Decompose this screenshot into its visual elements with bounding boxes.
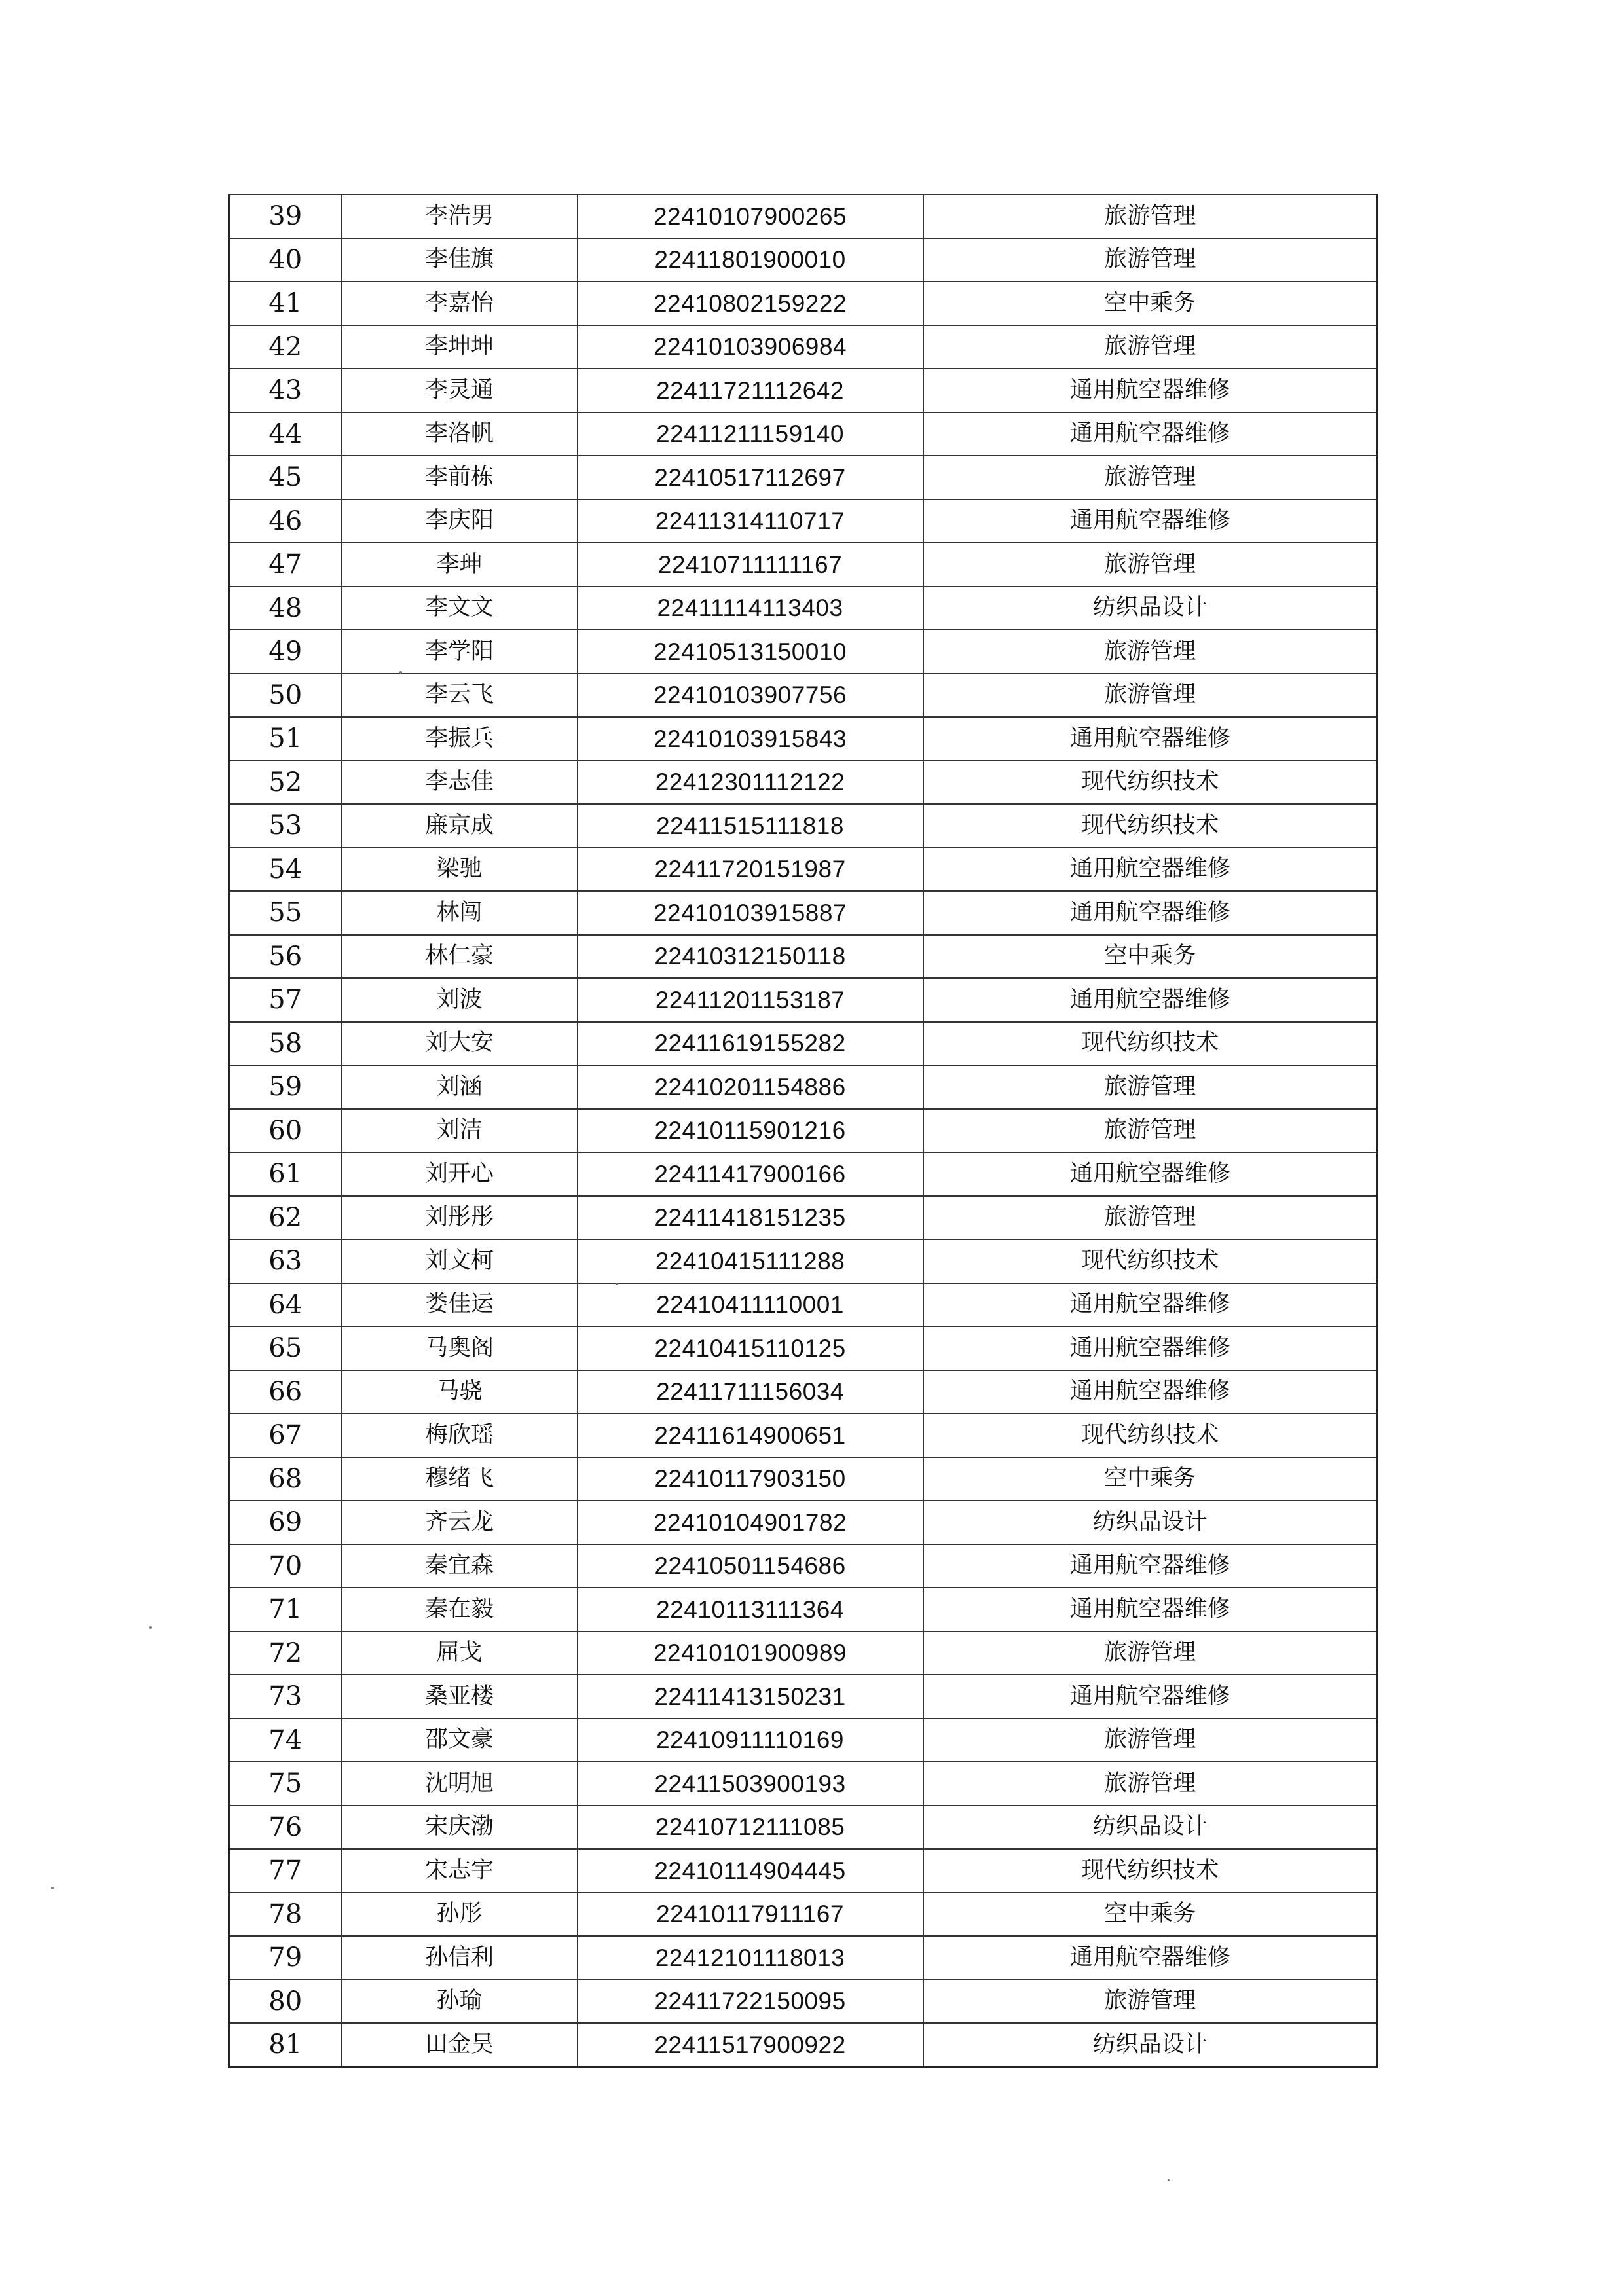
candidate-id-cell: 22411614900651 [578, 1413, 923, 1457]
table-row [229, 1239, 1378, 1283]
table-row [229, 717, 1378, 761]
student-roster-table [228, 194, 1378, 2068]
candidate-id-cell: 22410115901216 [578, 1109, 923, 1153]
table-row [229, 630, 1378, 674]
table-row [229, 1980, 1378, 2024]
major-cell: 旅游管理 [923, 325, 1378, 369]
row-number-cell: 68 [229, 1457, 342, 1501]
row-number-cell: 56 [229, 935, 342, 979]
candidate-id-cell: 22411517900922 [578, 2023, 923, 2067]
student-name-cell: 宋志宇 [342, 1849, 578, 1893]
student-name-cell: 孙信利 [342, 1936, 578, 1980]
student-name-cell: 秦在毅 [342, 1588, 578, 1631]
student-name-cell: 刘洁 [342, 1109, 578, 1153]
major-cell: 旅游管理 [923, 1196, 1378, 1240]
table-row [229, 1326, 1378, 1370]
major-cell: 现代纺织技术 [923, 1849, 1378, 1893]
candidate-id-cell: 22411201153187 [578, 978, 923, 1022]
student-name-cell: 梅欣瑶 [342, 1413, 578, 1457]
row-number-cell: 48 [229, 587, 342, 630]
row-number-cell: 51 [229, 717, 342, 761]
row-number-cell: 80 [229, 1980, 342, 2024]
major-cell: 通用航空器维修 [923, 1152, 1378, 1196]
candidate-id-cell: 22411314110717 [578, 500, 923, 543]
row-number-cell: 62 [229, 1196, 342, 1240]
candidate-id-cell: 22410517112697 [578, 456, 923, 500]
row-number-cell: 67 [229, 1413, 342, 1457]
row-number-cell: 44 [229, 412, 342, 456]
candidate-id-cell: 22410711111167 [578, 543, 923, 587]
table-row [229, 1631, 1378, 1675]
row-number-cell: 55 [229, 891, 342, 935]
row-number-cell: 52 [229, 761, 342, 805]
candidate-id-cell: 22410411110001 [578, 1283, 923, 1327]
row-number-cell: 53 [229, 804, 342, 848]
major-cell: 旅游管理 [923, 1631, 1378, 1675]
row-number-cell: 61 [229, 1152, 342, 1196]
major-cell: 通用航空器维修 [923, 891, 1378, 935]
student-name-cell: 刘彤彤 [342, 1196, 578, 1240]
student-name-cell: 田金昊 [342, 2023, 578, 2067]
row-number-cell: 59 [229, 1065, 342, 1109]
candidate-id-cell: 22410415110125 [578, 1326, 923, 1370]
table-row [229, 194, 1378, 238]
row-number-cell: 45 [229, 456, 342, 500]
major-cell: 旅游管理 [923, 1762, 1378, 1806]
row-number-cell: 42 [229, 325, 342, 369]
major-cell: 通用航空器维修 [923, 369, 1378, 412]
major-cell: 旅游管理 [923, 1109, 1378, 1153]
row-number-cell: 47 [229, 543, 342, 587]
candidate-id-cell: 22411619155282 [578, 1022, 923, 1066]
candidate-id-cell: 22410501154686 [578, 1544, 923, 1588]
student-name-cell: 刘涵 [342, 1065, 578, 1109]
candidate-id-cell: 22410802159222 [578, 282, 923, 325]
student-name-cell: 齐云龙 [342, 1501, 578, 1544]
major-cell: 通用航空器维修 [923, 412, 1378, 456]
table-row [229, 1806, 1378, 1850]
student-name-cell: 李佳旗 [342, 238, 578, 282]
student-name-cell: 桑亚楼 [342, 1675, 578, 1719]
major-cell: 现代纺织技术 [923, 804, 1378, 848]
student-name-cell: 李庆阳 [342, 500, 578, 543]
candidate-id-cell: 22411711156034 [578, 1370, 923, 1414]
scan-speck [1168, 2179, 1170, 2181]
major-cell: 通用航空器维修 [923, 1544, 1378, 1588]
student-name-cell: 李浩男 [342, 194, 578, 238]
table-row [229, 1109, 1378, 1153]
table-row [229, 325, 1378, 369]
candidate-id-cell: 22410113111364 [578, 1588, 923, 1631]
row-number-cell: 74 [229, 1719, 342, 1762]
table-row [229, 891, 1378, 935]
row-number-cell: 43 [229, 369, 342, 412]
student-name-cell: 邵文豪 [342, 1719, 578, 1762]
major-cell: 通用航空器维修 [923, 1283, 1378, 1327]
major-cell: 现代纺织技术 [923, 1239, 1378, 1283]
student-name-cell: 刘文柯 [342, 1239, 578, 1283]
candidate-id-cell: 22411801900010 [578, 238, 923, 282]
student-name-cell: 李嘉怡 [342, 282, 578, 325]
scan-speck [149, 1626, 152, 1629]
major-cell: 旅游管理 [923, 630, 1378, 674]
student-name-cell: 李灵通 [342, 369, 578, 412]
row-number-cell: 60 [229, 1109, 342, 1153]
student-name-cell: 梁驰 [342, 848, 578, 892]
row-number-cell: 66 [229, 1370, 342, 1414]
major-cell: 旅游管理 [923, 238, 1378, 282]
major-cell: 通用航空器维修 [923, 978, 1378, 1022]
major-cell: 旅游管理 [923, 1719, 1378, 1762]
table-row [229, 1196, 1378, 1240]
table-row [229, 500, 1378, 543]
student-name-cell: 林仁豪 [342, 935, 578, 979]
major-cell: 旅游管理 [923, 674, 1378, 718]
student-name-cell: 李前栋 [342, 456, 578, 500]
student-name-cell: 李文文 [342, 587, 578, 630]
candidate-id-cell: 22411721112642 [578, 369, 923, 412]
major-cell: 通用航空器维修 [923, 500, 1378, 543]
table-row [229, 543, 1378, 587]
candidate-id-cell: 22410103915843 [578, 717, 923, 761]
table-row [229, 761, 1378, 805]
student-name-cell: 刘开心 [342, 1152, 578, 1196]
row-number-cell: 81 [229, 2023, 342, 2067]
scan-speck [616, 1283, 618, 1285]
row-number-cell: 40 [229, 238, 342, 282]
major-cell: 空中乘务 [923, 935, 1378, 979]
candidate-id-cell: 22410114904445 [578, 1849, 923, 1893]
table-row [229, 1457, 1378, 1501]
table-row [229, 2023, 1378, 2067]
major-cell: 旅游管理 [923, 194, 1378, 238]
table-row [229, 1849, 1378, 1893]
candidate-id-cell: 22411413150231 [578, 1675, 923, 1719]
candidate-id-cell: 22410101900989 [578, 1631, 923, 1675]
row-number-cell: 46 [229, 500, 342, 543]
candidate-id-cell: 22410117911167 [578, 1893, 923, 1937]
table-row [229, 1413, 1378, 1457]
table-row [229, 1065, 1378, 1109]
row-number-cell: 41 [229, 282, 342, 325]
row-number-cell: 71 [229, 1588, 342, 1631]
major-cell: 通用航空器维修 [923, 1675, 1378, 1719]
table-row [229, 1283, 1378, 1327]
candidate-id-cell: 22410201154886 [578, 1065, 923, 1109]
student-name-cell: 李洛帆 [342, 412, 578, 456]
student-name-cell: 林闯 [342, 891, 578, 935]
table-row [229, 587, 1378, 630]
candidate-id-cell: 22411418151235 [578, 1196, 923, 1240]
table-row [229, 1675, 1378, 1719]
row-number-cell: 69 [229, 1501, 342, 1544]
major-cell: 通用航空器维修 [923, 1326, 1378, 1370]
row-number-cell: 77 [229, 1849, 342, 1893]
student-name-cell: 刘波 [342, 978, 578, 1022]
major-cell: 纺织品设计 [923, 1806, 1378, 1850]
candidate-id-cell: 22411503900193 [578, 1762, 923, 1806]
candidate-id-cell: 22410712111085 [578, 1806, 923, 1850]
student-name-cell: 李珅 [342, 543, 578, 587]
table-row [229, 1544, 1378, 1588]
student-name-cell: 马奥阁 [342, 1326, 578, 1370]
row-number-cell: 70 [229, 1544, 342, 1588]
table-row [229, 282, 1378, 325]
table-row [229, 1152, 1378, 1196]
row-number-cell: 54 [229, 848, 342, 892]
major-cell: 旅游管理 [923, 1980, 1378, 2024]
student-name-cell: 沈明旭 [342, 1762, 578, 1806]
major-cell: 现代纺织技术 [923, 761, 1378, 805]
table-row [229, 1893, 1378, 1937]
candidate-id-cell: 22411211159140 [578, 412, 923, 456]
candidate-id-cell: 22412301112122 [578, 761, 923, 805]
table-row [229, 369, 1378, 412]
table-row [229, 1719, 1378, 1762]
major-cell: 旅游管理 [923, 456, 1378, 500]
student-name-cell: 李振兵 [342, 717, 578, 761]
major-cell: 通用航空器维修 [923, 1936, 1378, 1980]
student-name-cell: 李云飞 [342, 674, 578, 718]
table-row [229, 978, 1378, 1022]
student-name-cell: 李学阳 [342, 630, 578, 674]
candidate-id-cell: 22410103906984 [578, 325, 923, 369]
row-number-cell: 72 [229, 1631, 342, 1675]
row-number-cell: 64 [229, 1283, 342, 1327]
candidate-id-cell: 22412101118013 [578, 1936, 923, 1980]
major-cell: 纺织品设计 [923, 2023, 1378, 2067]
student-name-cell: 娄佳运 [342, 1283, 578, 1327]
row-number-cell: 73 [229, 1675, 342, 1719]
major-cell: 旅游管理 [923, 543, 1378, 587]
table-row [229, 848, 1378, 892]
candidate-id-cell: 22411515111818 [578, 804, 923, 848]
major-cell: 空中乘务 [923, 1893, 1378, 1937]
table-row [229, 804, 1378, 848]
row-number-cell: 78 [229, 1893, 342, 1937]
scan-speck [51, 1887, 54, 1889]
major-cell: 通用航空器维修 [923, 1588, 1378, 1631]
row-number-cell: 65 [229, 1326, 342, 1370]
candidate-id-cell: 22410107900265 [578, 194, 923, 238]
row-number-cell: 76 [229, 1806, 342, 1850]
student-name-cell: 孙瑜 [342, 1980, 578, 2024]
row-number-cell: 49 [229, 630, 342, 674]
major-cell: 通用航空器维修 [923, 717, 1378, 761]
major-cell: 空中乘务 [923, 282, 1378, 325]
row-number-cell: 63 [229, 1239, 342, 1283]
candidate-id-cell: 22410104901782 [578, 1501, 923, 1544]
row-number-cell: 57 [229, 978, 342, 1022]
student-name-cell: 穆绪飞 [342, 1457, 578, 1501]
row-number-cell: 79 [229, 1936, 342, 1980]
scan-speck [399, 671, 402, 674]
student-name-cell: 刘大安 [342, 1022, 578, 1066]
table-row [229, 674, 1378, 718]
major-cell: 空中乘务 [923, 1457, 1378, 1501]
student-name-cell: 廉京成 [342, 804, 578, 848]
candidate-id-cell: 22410103907756 [578, 674, 923, 718]
candidate-id-cell: 22410513150010 [578, 630, 923, 674]
major-cell: 通用航空器维修 [923, 1370, 1378, 1414]
student-name-cell: 秦宜森 [342, 1544, 578, 1588]
table-row [229, 1936, 1378, 1980]
candidate-id-cell: 22411720151987 [578, 848, 923, 892]
table-row [229, 1501, 1378, 1544]
candidate-id-cell: 22410103915887 [578, 891, 923, 935]
student-name-cell: 宋庆渤 [342, 1806, 578, 1850]
student-name-cell: 李志佳 [342, 761, 578, 805]
candidate-id-cell: 22410415111288 [578, 1239, 923, 1283]
candidate-id-cell: 22410911110169 [578, 1719, 923, 1762]
row-number-cell: 58 [229, 1022, 342, 1066]
row-number-cell: 39 [229, 194, 342, 238]
table-row [229, 935, 1378, 979]
candidate-id-cell: 22411417900166 [578, 1152, 923, 1196]
major-cell: 旅游管理 [923, 1065, 1378, 1109]
table-row [229, 412, 1378, 456]
major-cell: 现代纺织技术 [923, 1413, 1378, 1457]
roster-table-body [229, 194, 1378, 2067]
candidate-id-cell: 22411114113403 [578, 587, 923, 630]
student-name-cell: 马骁 [342, 1370, 578, 1414]
row-number-cell: 50 [229, 674, 342, 718]
student-name-cell: 孙彤 [342, 1893, 578, 1937]
row-number-cell: 75 [229, 1762, 342, 1806]
table-row [229, 1588, 1378, 1631]
table-row [229, 238, 1378, 282]
student-name-cell: 屈戈 [342, 1631, 578, 1675]
candidate-id-cell: 22410312150118 [578, 935, 923, 979]
major-cell: 现代纺织技术 [923, 1022, 1378, 1066]
table-row [229, 456, 1378, 500]
student-name-cell: 李坤坤 [342, 325, 578, 369]
candidate-id-cell: 22410117903150 [578, 1457, 923, 1501]
candidate-id-cell: 22411722150095 [578, 1980, 923, 2024]
major-cell: 纺织品设计 [923, 1501, 1378, 1544]
major-cell: 通用航空器维修 [923, 848, 1378, 892]
major-cell: 纺织品设计 [923, 587, 1378, 630]
table-row [229, 1370, 1378, 1414]
table-row [229, 1022, 1378, 1066]
table-row [229, 1762, 1378, 1806]
